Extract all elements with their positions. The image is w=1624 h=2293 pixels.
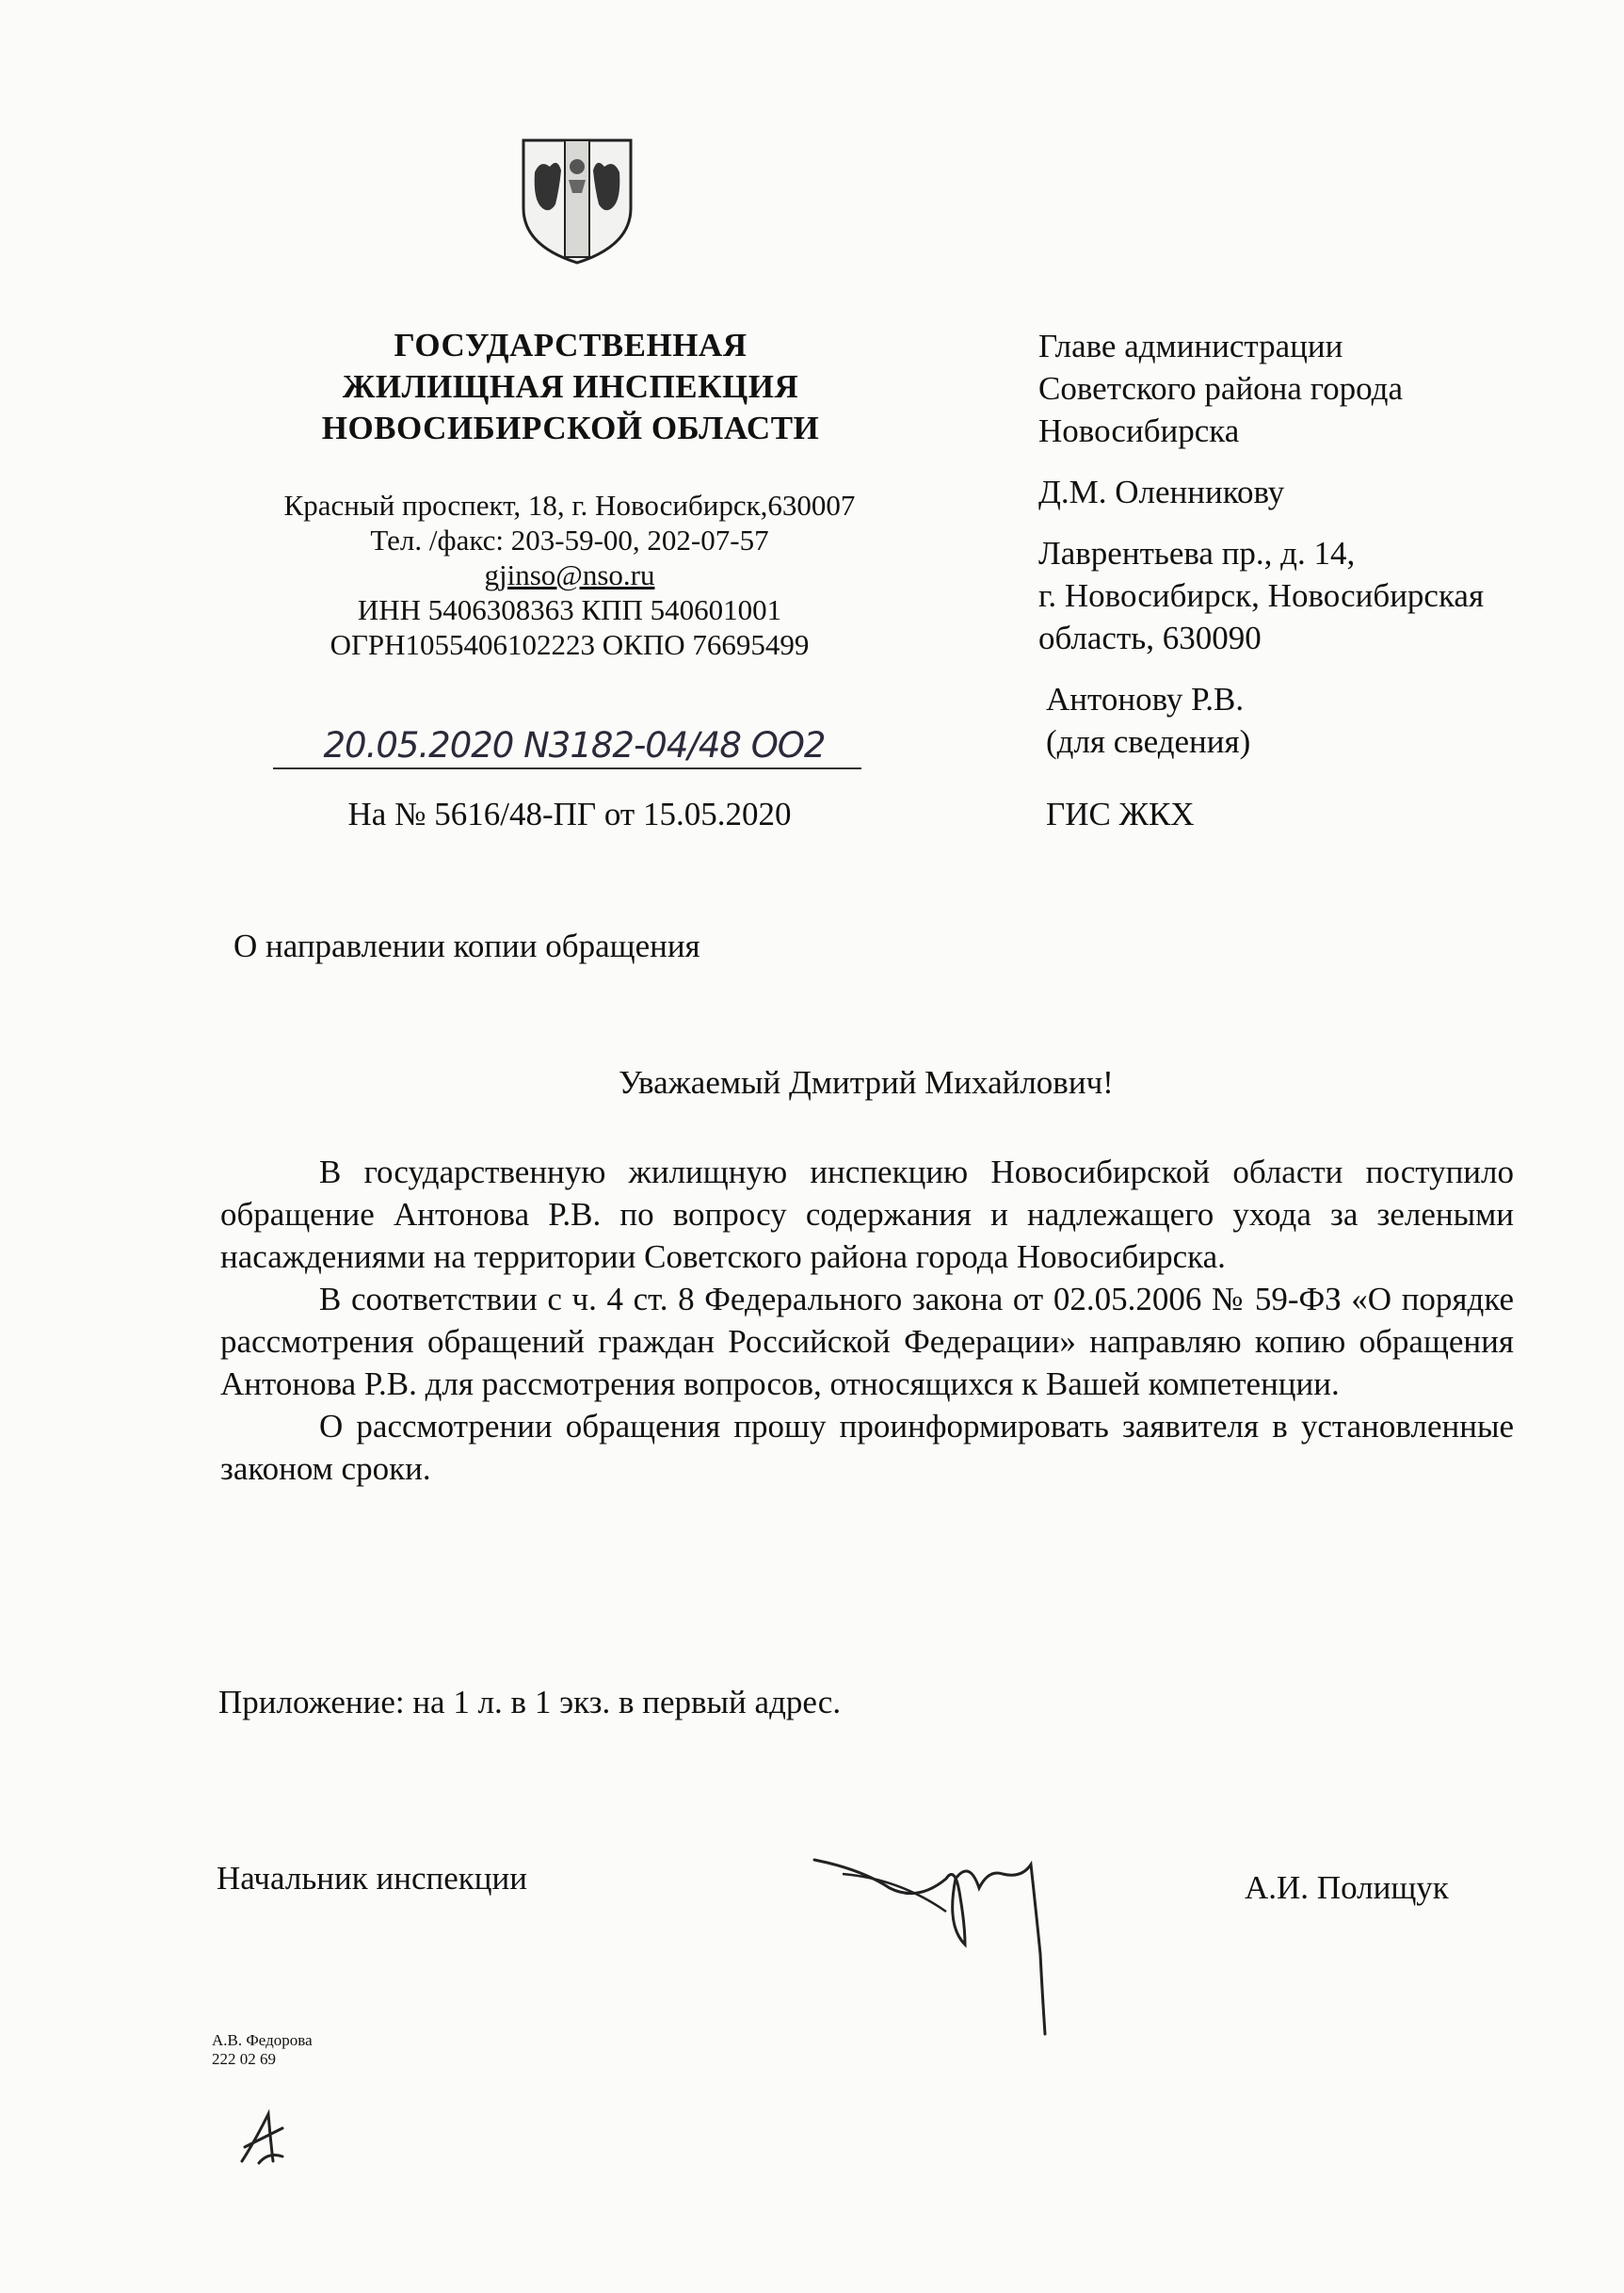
org-email-link[interactable]: gjinso@nso.ru [484, 558, 655, 591]
body-paragraph-2: В соответствии с ч. 4 ст. 8 Федерального закона от 02.05.2006 № 59-ФЗ «О порядке рассмотрения обращений граждан Российской Федерации» направляю копию обращения Антонова Р.В. для рассмотрения вопросов, относящихся к Вашей компетенции. [220, 1281, 1514, 1402]
org-line-2: ЖИЛИЩНАЯ ИНСПЕКЦИЯ [342, 368, 799, 405]
recipient-2-name: Антонову Р.В. [1046, 681, 1245, 718]
recipient-1-address-1: Лаврентьева пр., д. 14, [1038, 535, 1356, 572]
recipient-1-address-2: г. Новосибирск, Новосибирская [1038, 577, 1485, 614]
executor-info [212, 2031, 313, 2069]
salutation: Уважаемый Дмитрий Михайлович! [619, 1064, 1114, 1101]
org-line-3: НОВОСИБИРСКОЙ ОБЛАСТИ [321, 410, 820, 446]
recipients-block [1038, 325, 1622, 835]
reply-reference: На № 5616/48-ПГ от 15.05.2020 [347, 796, 792, 832]
body-paragraph-1: В государственную жилищную инспекцию Новосибирской области поступило обращение Антонова Р.В. по вопросу содержания и надлежащего ухода за зелеными насаждениями на территории Советского района города Новосибирска. [220, 1154, 1514, 1275]
executor-name: А.В. Федорова [212, 2031, 313, 2049]
org-ogrn-okpo: ОГРН1055406102223 ОКПО 76695499 [330, 628, 810, 661]
org-phone: Тел. /факс: 203-59-00, 202-07-57 [370, 524, 769, 557]
recipient-1-address-3: область, 630090 [1038, 620, 1262, 656]
recipient-2-note: (для сведения) [1046, 723, 1251, 760]
letter-subject: О направлении копии обращения [233, 928, 700, 964]
signatory-name: А.И. Полищук [1245, 1869, 1449, 1906]
recipient-1-line-3: Новосибирска [1038, 412, 1240, 449]
recipient-1-line-2: Советского района города [1038, 370, 1404, 407]
signature-icon [805, 1822, 1087, 2048]
letter-body [220, 1151, 1514, 1490]
body-paragraph-3: О рассмотрении обращения прошу проинформировать заявителя в установленные законом сроки. [220, 1408, 1514, 1487]
coat-of-arms-icon [516, 135, 638, 266]
recipient-1-name: Д.М. Оленникову [1038, 474, 1285, 510]
executor-phone: 222 02 69 [212, 2050, 276, 2068]
recipient-1-line-1: Главе администрации [1038, 328, 1343, 364]
org-address: Красный проспект, 18, г. Новосибирск,630007 [283, 489, 856, 522]
signatory-title: Начальник инспекции [217, 1860, 527, 1897]
registration-number: 20.05.2020 N3182-04/48 ОО2 [323, 725, 826, 766]
registration-underline [273, 767, 861, 769]
org-line-1: ГОСУДАРСТВЕННАЯ [394, 327, 748, 363]
org-inn-kpp: ИНН 5406308363 КПП 540601001 [357, 593, 782, 626]
recipient-3: ГИС ЖКХ [1046, 796, 1195, 832]
attachment-note: Приложение: на 1 л. в 1 экз. в первый адрес. [218, 1684, 842, 1720]
organization-contacts [235, 488, 904, 662]
organization-name [282, 325, 859, 449]
handwritten-initial-icon [231, 2105, 297, 2171]
